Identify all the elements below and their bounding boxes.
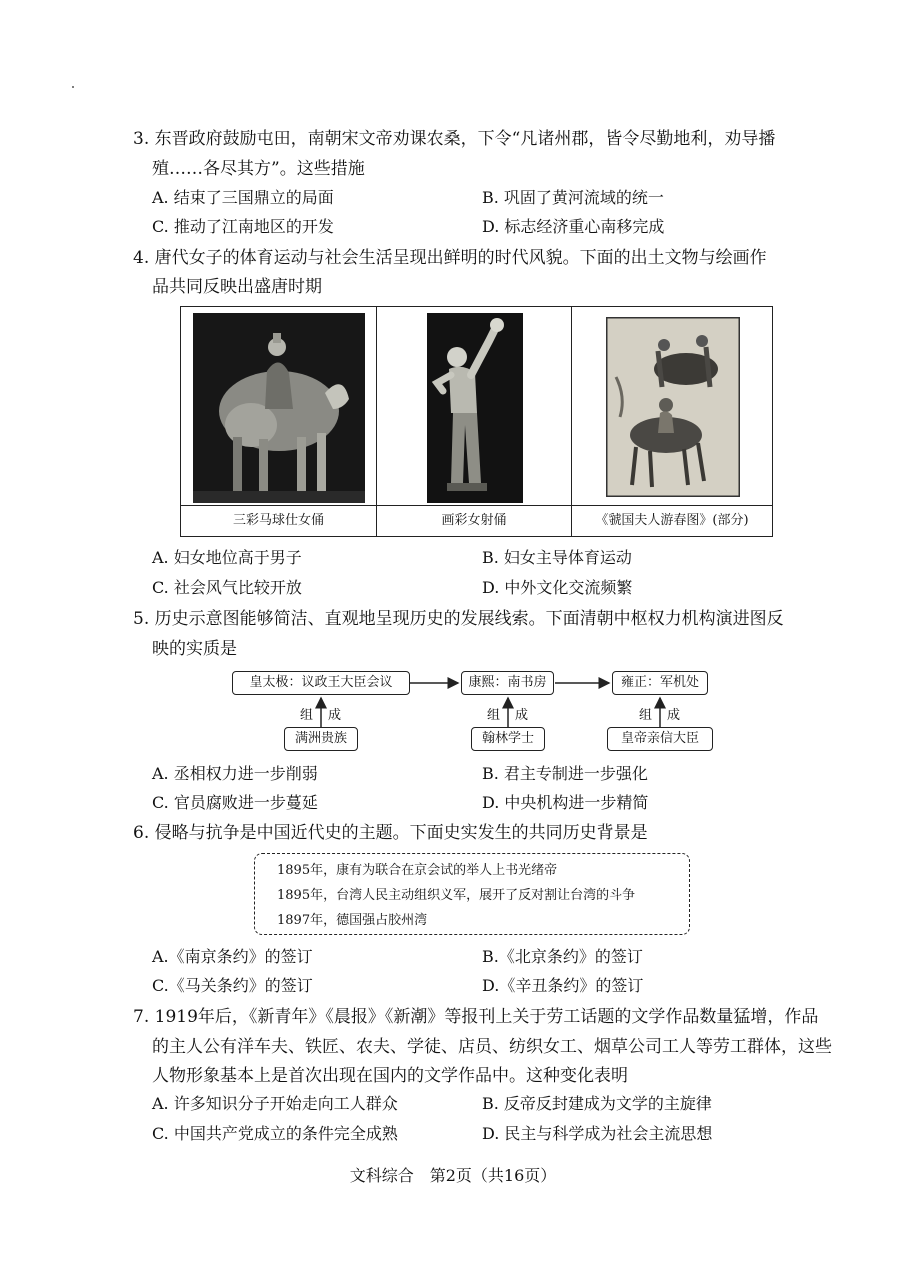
q3-option-a: A. 结束了三国鼎立的局面 — [152, 188, 334, 207]
fact-1895-taiwan: 1895年，台湾人民主动组织义军，展开了反对割让台湾的斗争 — [277, 888, 636, 903]
q5-option-a: A. 丞相权力进一步削弱 — [152, 764, 318, 783]
q6-option-d: D.《辛丑条约》的签订 — [482, 976, 644, 995]
facts-box — [254, 853, 690, 935]
q5-option-d: D. 中央机构进一步精简 — [482, 793, 649, 812]
q3-stem-line2: 殖……各尽其方”。这些措施 — [152, 159, 365, 179]
q3-option-b: B. 巩固了黄河流域的统一 — [482, 188, 664, 207]
q4-stem-line1: 4. 唐代女子的体育运动与社会生活呈现出鲜明的时代风貌。下面的出土文物与绘画作 — [133, 248, 767, 268]
node-hanlin-scholars: 翰林学士 — [471, 727, 545, 751]
q3-option-d: D. 标志经济重心南移完成 — [482, 217, 665, 236]
node-kangxi: 康熙：南书房 — [461, 671, 554, 695]
q7-option-c: C. 中国共产党成立的条件完全成熟 — [152, 1124, 398, 1143]
q3-option-c: C. 推动了江南地区的开发 — [152, 217, 334, 236]
fact-1895-petition: 1895年，康有为联合在京会试的举人上书光绪帝 — [277, 863, 558, 878]
caption-painting: 《虢国夫人游春图》(部分) — [572, 505, 772, 536]
q7-option-a: A. 许多知识分子开始走向工人群众 — [152, 1094, 398, 1113]
q4-option-a: A. 妇女地位高于男子 — [152, 548, 302, 567]
q5-option-b: B. 君主专制进一步强化 — [482, 764, 648, 783]
node-trusted-ministers: 皇帝亲信大臣 — [607, 727, 713, 751]
node-hongtaiji: 皇太极：议政王大臣会议 — [232, 671, 410, 695]
page-footer: 文科综合 第2页（共16页） — [349, 1166, 557, 1185]
q5-stem-line1: 5. 历史示意图能够简洁、直观地呈现历史的发展线索。下面清朝中枢权力机构演进图反 — [133, 609, 784, 629]
q3-stem-line1: 3. 东晋政府鼓励屯田，南朝宋文帝劝课农桑，下令“凡诸州郡，皆令尽勤地利，劝导播 — [133, 129, 776, 149]
label-cheng-3: 成 — [667, 708, 681, 723]
label-zu-3: 组 — [639, 708, 653, 723]
caption-archer-figurine: 画彩女射俑 — [377, 505, 571, 536]
q4-option-c: C. 社会风气比较开放 — [152, 578, 302, 597]
label-cheng-2: 成 — [515, 708, 529, 723]
q7-stem-line1: 7. 1919年后，《新青年》《晨报》《新潮》等报刊上关于劳工话题的文学作品数量猛增，作品 — [133, 1007, 819, 1027]
q4-option-d: D. 中外文化交流频繁 — [482, 578, 633, 597]
q6-option-b: B.《北京条约》的签订 — [482, 947, 643, 966]
q7-option-d: D. 民主与科学成为社会主流思想 — [482, 1124, 713, 1143]
node-yongzheng: 雍正：军机处 — [612, 671, 708, 695]
node-manchu-nobles: 满洲贵族 — [284, 727, 358, 751]
q5-stem-line2: 映的实质是 — [152, 639, 237, 659]
q6-stem-line1: 6. 侵略与抗争是中国近代史的主题。下面史实发生的共同历史背景是 — [133, 823, 648, 843]
q4-option-b: B. 妇女主导体育运动 — [482, 548, 632, 567]
label-zu-1: 组 — [300, 708, 314, 723]
q5-option-c: C. 官员腐败进一步蔓延 — [152, 793, 318, 812]
label-zu-2: 组 — [487, 708, 501, 723]
label-cheng-1: 成 — [328, 708, 342, 723]
fact-1897-jiaozhou: 1897年，德国强占胶州湾 — [277, 913, 428, 928]
q6-option-c: C.《马关条约》的签订 — [152, 976, 313, 995]
q6-option-a: A.《南京条约》的签订 — [152, 947, 313, 966]
caption-polo-figurine: 三彩马球仕女俑 — [181, 505, 376, 536]
q7-stem-line3: 人物形象基本上是首次出现在国内的文学作品中。这种变化表明 — [152, 1066, 628, 1086]
q7-stem-line2: 的主人公有洋车夫、铁匠、农夫、学徒、店员、纺织女工、烟草公司工人等劳工群体，这些 — [152, 1037, 832, 1057]
q4-stem-line2: 品共同反映出盛唐时期 — [152, 277, 322, 297]
q7-option-b: B. 反帝反封建成为文学的主旋律 — [482, 1094, 712, 1113]
